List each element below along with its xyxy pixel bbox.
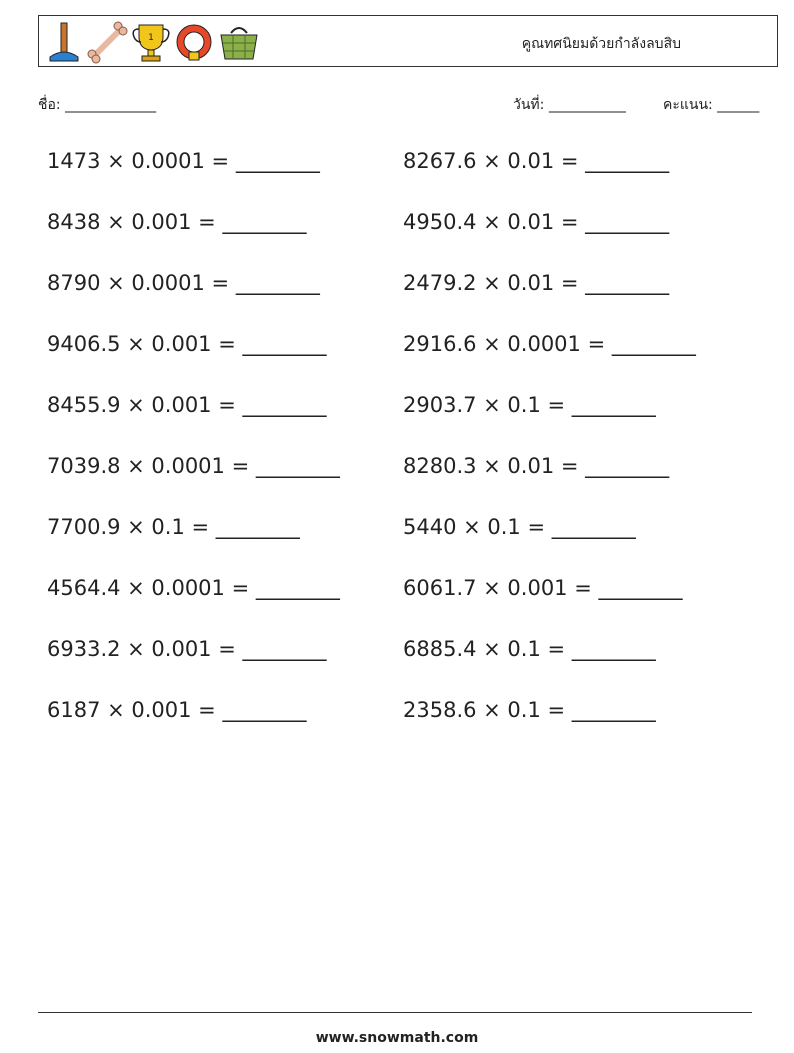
problem-left-7: 7700.9 × 0.1 = ________ <box>47 515 300 539</box>
header-icons <box>45 19 261 65</box>
problem-left-1: 1473 × 0.0001 = ________ <box>47 149 320 173</box>
name-field[interactable]: ชื่อ: _____________ <box>38 97 157 113</box>
plunger-icon <box>45 19 83 65</box>
problem-right-2: 4950.4 × 0.01 = ________ <box>403 210 670 234</box>
problem-right-4: 2916.6 × 0.0001 = ________ <box>403 332 696 356</box>
problem-right-5: 2903.7 × 0.1 = ________ <box>403 393 656 417</box>
problem-right-3: 2479.2 × 0.01 = ________ <box>403 271 670 295</box>
life-ring-icon <box>173 19 215 65</box>
problem-right-1: 8267.6 × 0.01 = ________ <box>403 149 670 173</box>
problem-left-6: 7039.8 × 0.0001 = ________ <box>47 454 340 478</box>
problem-right-9: 6885.4 × 0.1 = ________ <box>403 637 656 661</box>
problem-right-8: 6061.7 × 0.001 = ________ <box>403 576 683 600</box>
trophy-icon <box>131 19 171 65</box>
basket-icon <box>217 19 261 65</box>
problem-left-2: 8438 × 0.001 = ________ <box>47 210 307 234</box>
footer-url[interactable]: www.snowmath.com <box>315 1030 479 1046</box>
problem-right-7: 5440 × 0.1 = ________ <box>403 515 636 539</box>
problem-right-6: 8280.3 × 0.01 = ________ <box>403 454 670 478</box>
problem-left-8: 4564.4 × 0.0001 = ________ <box>47 576 340 600</box>
footer-divider <box>38 1012 752 1013</box>
worksheet-header <box>38 15 778 67</box>
problem-left-5: 8455.9 × 0.001 = ________ <box>47 393 327 417</box>
worksheet-title: คูณทศนิยมด้วยกำลังลบสิบ <box>521 36 681 52</box>
problem-right-10: 2358.6 × 0.1 = ________ <box>403 698 656 722</box>
score-field[interactable]: คะแนน: ______ <box>663 97 760 113</box>
bone-icon <box>85 19 129 65</box>
svg-text:1: 1 <box>148 33 154 43</box>
problem-left-3: 8790 × 0.0001 = ________ <box>47 271 320 295</box>
date-field[interactable]: วันที่: ___________ <box>513 97 626 113</box>
problem-left-9: 6933.2 × 0.001 = ________ <box>47 637 327 661</box>
problem-left-10: 6187 × 0.001 = ________ <box>47 698 307 722</box>
problem-left-4: 9406.5 × 0.001 = ________ <box>47 332 327 356</box>
